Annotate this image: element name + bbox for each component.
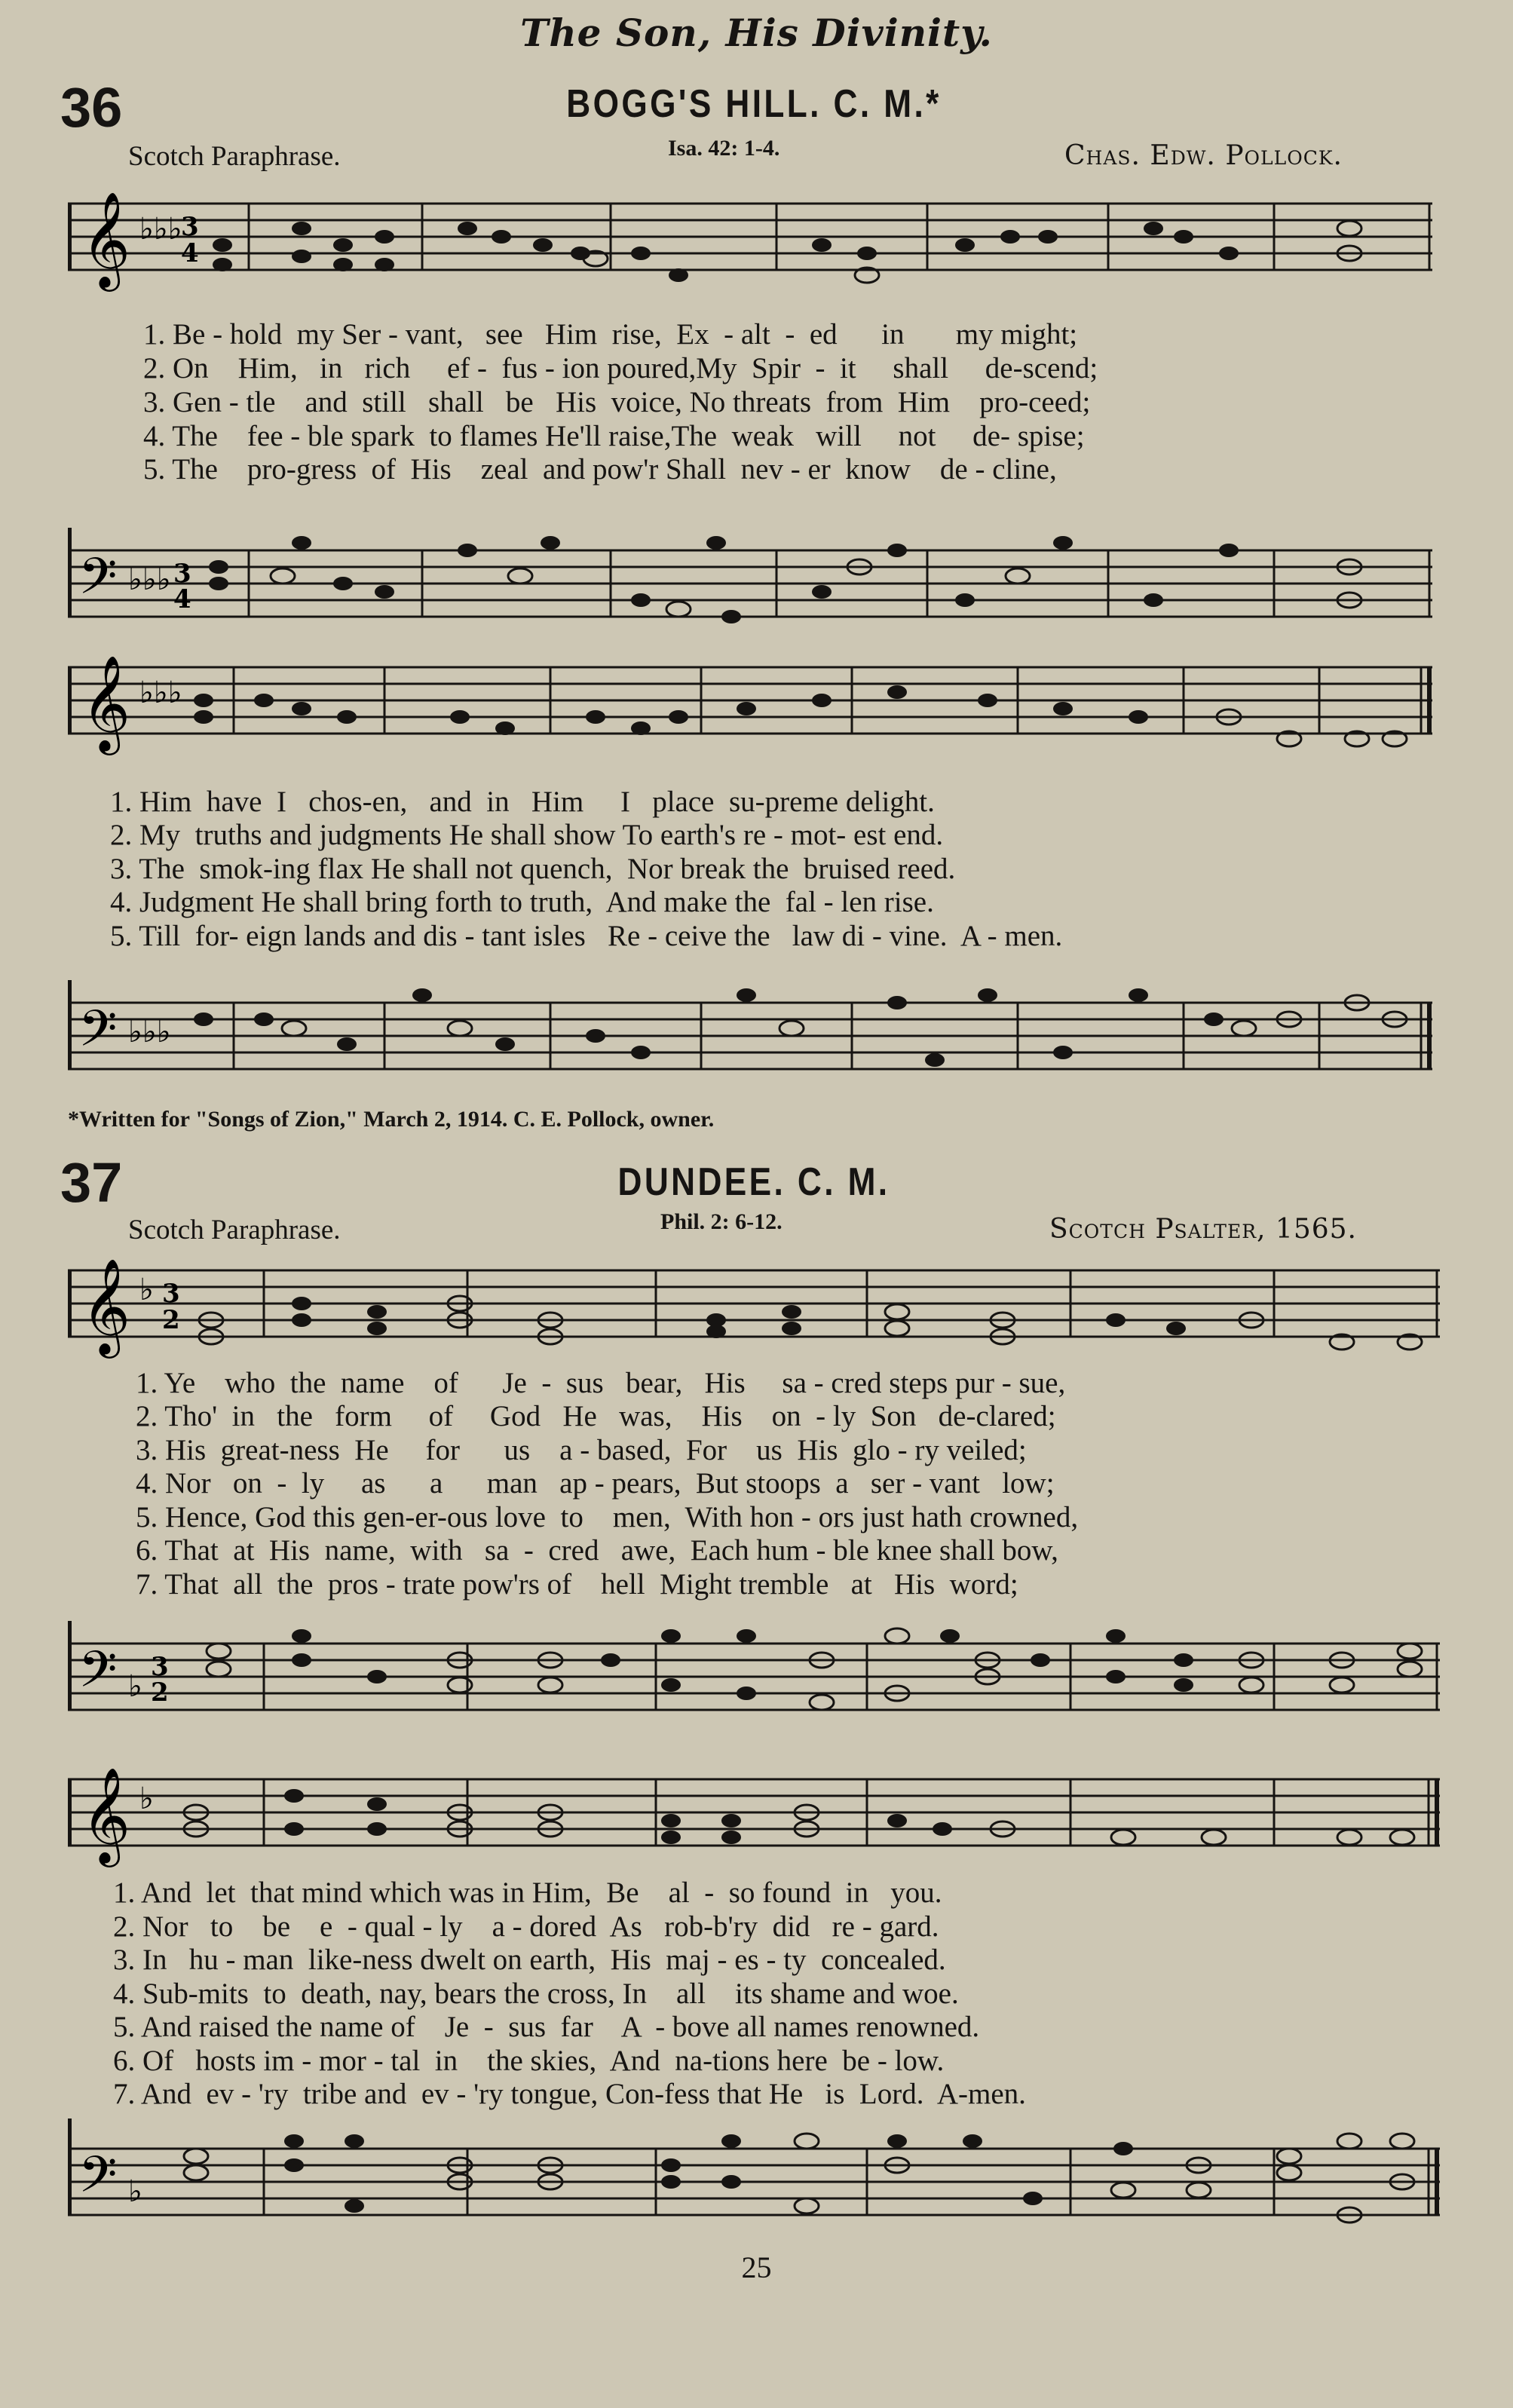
verse-line: 2. On Him, in rich ef - fus - ion poured,My Spir - it shall de-scend; — [143, 352, 1098, 384]
svg-text:♭: ♭ — [128, 2174, 142, 2209]
hymn-number: 36 — [60, 76, 123, 139]
verse-line: 4. Sub-mits to death, nay, bears the cross, In all its shame and woe. — [113, 1978, 959, 2010]
svg-text:𝄢: 𝄢 — [78, 1000, 118, 1070]
bass-staff — [68, 980, 1432, 1093]
bass-staff — [68, 2118, 1440, 2247]
svg-text:𝄢: 𝄢 — [78, 1641, 118, 1711]
tune-title: BOGG'S HILL. C. M.* — [566, 82, 942, 126]
verse-line: 2. Nor to be e - qual - ly a - dored As rob-b'ry did re - gard. — [113, 1910, 939, 1943]
scripture-reference: Phil. 2: 6-12. — [660, 1209, 783, 1234]
svg-text:2: 2 — [151, 1677, 169, 1708]
verse-line: 4. Judgment He shall bring forth to truth, And make the fal - len rise. — [110, 886, 934, 918]
verse-line: 1. Be - hold my Ser - vant, see Him rise, Ex - alt - ed in my might; — [143, 318, 1078, 351]
verse-line: 6. That at His name, with sa - cred awe, Each hum - ble knee shall bow, — [136, 1534, 1058, 1567]
verse-line: 4. Nor on - ly as a man ap - pears, But stoops a ser - vant low; — [136, 1467, 1055, 1500]
treble-staff — [68, 1768, 1440, 1881]
verse-line: 3. In hu - man like-ness dwelt on earth, His maj - es - ty concealed. — [113, 1944, 946, 1976]
tune-title: DUNDEE. C. M. — [617, 1160, 890, 1204]
verse-line: 7. And ev - 'ry tribe and ev - 'ry tongue, Con-fess that He is Lord. A-men. — [113, 2078, 1026, 2110]
verse-line: 7. That all the pros - trate pow'rs of hell Might tremble at His word; — [136, 1568, 1018, 1601]
verse-line: 1. Ye who the name of Je - sus bear, His sa - cred steps pur - sue, — [136, 1367, 1066, 1399]
svg-text:4: 4 — [173, 584, 191, 614]
svg-text:𝄞: 𝄞 — [81, 1259, 131, 1354]
svg-text:♭♭♭: ♭♭♭ — [139, 675, 182, 710]
svg-text:𝄞: 𝄞 — [81, 192, 131, 287]
verse-line: 1. Him have I chos-en, and in Him I place su-preme delight. — [110, 786, 935, 818]
svg-text:♭♭♭: ♭♭♭ — [128, 562, 171, 597]
page-number: 25 — [741, 2250, 772, 2284]
footnote: *Written for "Songs of Zion," March 2, 1914. C. E. Pollock, owner. — [68, 1107, 715, 1132]
scripture-reference: Isa. 42: 1-4. — [668, 136, 780, 161]
svg-text:3: 3 — [181, 212, 199, 242]
treble-staff — [68, 1259, 1440, 1372]
treble-staff — [68, 192, 1432, 305]
svg-text:3: 3 — [162, 1279, 180, 1309]
svg-text:♭: ♭ — [139, 1272, 154, 1307]
svg-text:2: 2 — [162, 1305, 180, 1335]
bass-staff — [68, 528, 1432, 641]
verse-line: 5. Hence, God this gen-er-ous love to men, With hon - ors just hath crowned, — [136, 1501, 1079, 1533]
svg-text:𝄞: 𝄞 — [81, 1768, 131, 1863]
hymn-number: 37 — [60, 1151, 123, 1214]
svg-text:♭♭♭: ♭♭♭ — [139, 211, 182, 247]
verse-line: 3. His great-ness He for us a - based, For us His glo - ry veiled; — [136, 1434, 1027, 1466]
svg-text:♭: ♭ — [128, 1668, 142, 1704]
verse-line: 3. The smok-ing flax He shall not quench, Nor break the bruised reed. — [110, 853, 956, 885]
verse-line: 5. Till for- eign lands and dis - tant isles Re - ceive the law di - vine. A - men. — [110, 920, 1063, 952]
verse-line: 5. And raised the name of Je - sus far A - bove all names renowned. — [113, 2011, 980, 2043]
verse-line: 5. The pro-gress of His zeal and pow'r Shall nev - er know de - cline, — [143, 453, 1057, 486]
svg-text:♭: ♭ — [139, 1781, 154, 1816]
svg-text:𝄞: 𝄞 — [81, 656, 131, 751]
verse-line: 2. My truths and judgments He shall show To earth's re - mot- est end. — [110, 819, 944, 851]
svg-text:3: 3 — [173, 559, 191, 589]
svg-text:𝄢: 𝄢 — [78, 547, 118, 617]
svg-text:♭♭♭: ♭♭♭ — [128, 1014, 171, 1049]
verse-line: 4. The fee - ble spark to flames He'll raise,The weak will not de- spise; — [143, 420, 1085, 452]
verse-line: 1. And let that mind which was in Him, Be al - so found in you. — [113, 1876, 942, 1909]
verse-line: 6. Of hosts im - mor - tal in the skies, And na-tions here be - low. — [113, 2045, 945, 2077]
running-head: The Son, His Divinity. — [520, 11, 993, 55]
text-source: Scotch Paraphrase. — [128, 141, 341, 172]
bass-staff — [68, 1621, 1440, 1734]
svg-text:𝄢: 𝄢 — [78, 2146, 118, 2216]
verse-line: 3. Gen - tle and still shall be His voice, No threats from Him pro-ceed; — [143, 386, 1091, 418]
composer: Scotch Psalter, 1565. — [1049, 1214, 1357, 1245]
text-source: Scotch Paraphrase. — [128, 1215, 341, 1245]
treble-staff — [68, 656, 1432, 769]
svg-text:4: 4 — [181, 238, 199, 268]
svg-text:3: 3 — [151, 1652, 169, 1682]
composer: Chas. Edw. Pollock. — [1064, 140, 1343, 171]
verse-line: 2. Tho' in the form of God He was, His on - ly Son de-clared; — [136, 1400, 1056, 1432]
